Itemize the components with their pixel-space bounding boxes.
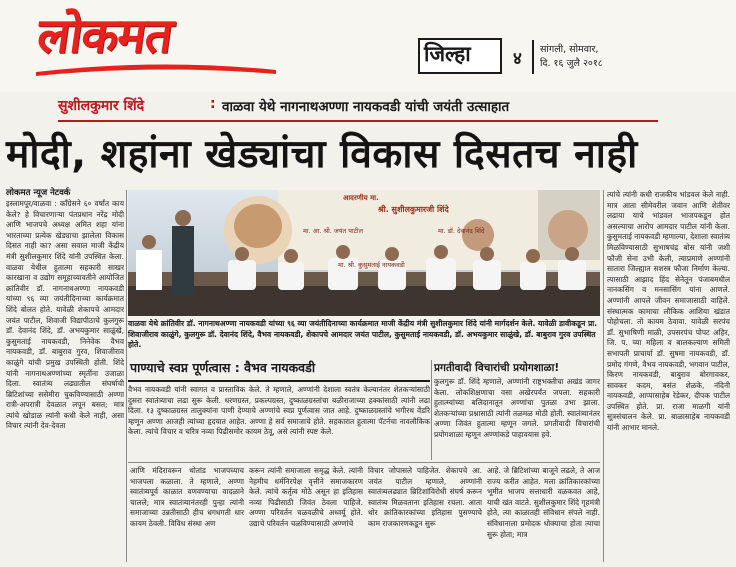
story-column-2a: आणि मंदिरावरून थोतांड भाजपच्याच भाजपला कळाला. ते म्हणाले, अण्णा स्वातंत्र्यपूर्व काळात वणवण्याचा वादळाने चालले; मात्र स्वातंत्र्यानंतरही पुन्हा त्यांनी समाजाच्या उन्नतीसाठी हीच धगधगती धार कायम ठेवली. विविध संस्था अण: [130, 466, 244, 528]
section-rule: [128, 462, 600, 463]
event-photo: [128, 190, 600, 316]
banner-guest-3: मा. श्री. कुसुमताई नायकवडी: [338, 261, 405, 269]
kicker-name: सुशीलकुमार शिंदे: [58, 98, 145, 114]
right-box-title: प्रगतीवादी विचारांची प्रयोगशाळा!: [434, 362, 560, 374]
side-box-title: पाण्याचे स्वप्न पूर्णत्वास : वैभव नायकवडी: [130, 360, 316, 375]
kicker-text: वाळवा येथे नागनाथअण्णा नायकवडी यांची जयंती उत्साहात: [222, 99, 510, 115]
story-column-3b: आहे. जे ब्रिटिशांच्या बाजूने लढले, ते आज राज्य करीत आहेत. मला क्रांतिकारकांच्या भूमीत भाजप सत्ताधारी वळकवत आहे, याची खंत वाटते. सुशीलकुमार शिंदे गृहमंत्री होते, त्या काळातही संविधान संपले नाही. संविधानाला प्रमोदक धोक्याचा होता त्याचा सुरू होता; मात्र: [487, 466, 600, 539]
story-column-2b: करून त्यांनी समाजाला समृद्ध केले. त्यांनी नेहमीच धर्मनिरपेक्ष वृत्तीने समाजकारण केले. त्यांचे कर्तृत्व मोठे असून हा इतिहास नव्या पिढीसाठी जिवंत ठेवला पाहिजे. अण्णा परिवर्तन चळवळीचे अध्वर्यू होते. उद्याचे परिवर्तन चळविण्यासाठी अण्णांचे: [249, 466, 363, 528]
stage-photo-icon: [128, 190, 600, 316]
byline: लोकमत न्यूज नेटवर्क: [6, 188, 71, 198]
kicker-rule: [58, 120, 658, 122]
photo-caption: वाळवा येथे क्रांतिवीर डॉ. नागनाथअण्णा नायकवडी यांच्या ९६ व्या जयंतीदिनाच्या कार्यक्रमात माजी केंद्रीय मंत्री सुशीलकुमार शिंदे यांनी मार्गदर्शन केले. यावेळी डावीकडून प्रा. शिवाजीराव काळुंगे, कुलगुरू डॉ. देवानंद शिंदे, वैभव नायकवडी, शेकापचे आमदार जयंत पाटील, कुसुमताई नायकवडी, डॉ. अभयकुमार साळुंखे, डॉ. बाबुराव गुरव उपस्थित होते.: [128, 319, 598, 349]
kicker-colon: :: [210, 96, 216, 112]
story-column-1: इस्लामपूर/वाळवा : काँग्रेसने ६० वर्षांत काय केले? हे विचारणाऱ्या पंतप्रधान नरेंद्र मोदी आणि भाजपचे अध्यक्ष अमित शहा यांना भारताच्या प्रत्येक खेड्याचा झालेला विकास दिसत नाही का? असा सवाल माजी केंद्रीय मंत्री सुशीलकुमार शिंदे यांनी उपस्थित केला. वाळवा येथील हुतात्मा सहकारी साखर कारखाना व उद्योग समूहाच्यावतीने आयोजित क्रांतिवीर डॉ. नागनाथअण्णा नायकवडी यांच्या ९६ व्या जयंतीदिनाच्या कार्यक्रमात शिंदे बोलत होते. यावेळी शेकापचे आमदार जयंत पाटील, शिवाजी विद्यापीठाचे कुलगुरू डॉ. देवानंद शिंदे, डॉ. अभयकुमार साळुंखे, कुसुमताई नायकवडी, निनेवेक वैभव नायकवडी, डॉ. बाबुराव गुरव, शिवाजीराव काळुंगे यांची प्रमुख उपस्थिती होती. शिंदे यांनी नागनाथअण्णांच्या स्मृतींना उजाळा दिला. स्वातंत्र्य लढ्यातील संघर्षाची ब्रिटिशांच्या ससेमीरा चुकविण्यासाठी अण्णा रात्री-अपरात्री देवळात लपून बसत; मात्र त्यांचे खोडाळ त्यांनी कधी केले नाही, असा विचार त्यांनी देव-देवता: [6, 199, 124, 431]
column-rule: [126, 190, 127, 562]
dateline-place: सांगली, सोमवार,: [540, 44, 599, 55]
right-box-body: कुलगुरू डॉ. शिंदे म्हणाले, अण्णांनी राष्ट्रभक्तीचा अखंड जागर केला. लोकशिक्षणाचा वसा अखेरपर्यंत जपला. सहकारी हुतात्म्यांच्या बलिदानातून अण्णांचा पुतळा उभा झाला. शेतकऱ्यांच्या प्रश्नासाठी त्यांनी तळमळ मोठी होती. स्वातंत्र्यानंतर अण्णा जिवंत हुतात्मा म्हणून जगले. प्रगतीवादी विचारांची प्रयोगशाळा म्हणून अण्णांकडे पाहावयास हवे.: [434, 377, 600, 439]
section-label: जिल्हा: [424, 42, 471, 66]
column-rule: [431, 360, 432, 460]
banner-guest-1: मा. आ. श्री. जयंत पाटील: [303, 227, 364, 235]
banner-title: आदरणीय मा.: [343, 194, 379, 202]
banner-guest-2: मा. डॉ. देवानंद शिंदे: [438, 227, 485, 235]
dateline-date: दि. १६ जुलै २०१८: [540, 58, 603, 69]
page-number: ४: [513, 49, 522, 69]
column-rule: [603, 190, 604, 562]
masthead-divider: [532, 40, 534, 74]
banner-name: श्री. सुशीलकुमारजी शिंदे: [378, 205, 449, 214]
story-column-right: त्यांचे त्यांनी कधी राजकीय भांडवल केले नाही. मात्र आता सीमेवरील जवान आणि शेतीवर लढाया याचे भांडवल भाजपकडून होत असल्याचा आरोप आमदार पाटील यांनी केला. कुसुमताई नायकवडी म्हणाल्या, देशाला स्वातंत्र्य मिळविण्यासाठी सुभाषचंद्र बोस यांनी जशी फौजी सेना उभी केली, त्याप्रमाणे अण्णांनी सातारा जिल्ह्यात सशस्त्र फौजा निर्माण केल्या. त्यासाठी आझाद हिंद सेनेतून पंजाबमधील नानकसिंग व मनसासिंग यांना आणले. अण्णांनी आपले जीवन समाजासाठी वाहिले. संस्थात्मक कामाचा लौकिक आशिया खंडात पोहोचला. तो कायम ठेवावा. यावेळी सरपंच डॉ. सुभाषिणी माळी, उपसरपंच पोपट अहिर, जि. प. च्या महिला व बालकल्याण समिती सभापती प्राचार्या डॉ. सुषमा नायकवडी, डॉ. प्रमोद गंगणे, वैभव नायकवडी, भगवान पाटील, किरण नायकवडी, बाबुराव बोरगावकर, सावकर कदम, बसंत शेळके, नंदिनी नायकवडी, आप्पासाहेब रेडेकर, दीपक पाटील उपस्थित होते. प्रा. राजा माळगी यांनी सूत्रसंचालन केले. प्रा. बाळासाहेब नायकवडी यांनी आभार मानले.: [607, 190, 730, 433]
headline: मोदी, शहांना खेड्यांचा विकास दिसतच नाही: [6, 132, 638, 177]
logo-swoosh-icon: [36, 60, 276, 78]
newspaper-logo: लोकमत: [33, 8, 176, 64]
side-box-body: वैभव नायकवडी यांनी स्वागत व प्रास्ताविक केले. ते म्हणाले, अण्णांनी देशाला स्वतंत्र केल्यानंतर शेतकऱ्यांसाठी दुसरा स्वातंत्र्याचा लढा सुरू केली. धरणग्रस्त, प्रकल्पग्रस्त, दुष्काळग्रस्तांचा बळीराजाच्या हक्कांसाठी त्यांनी लढा दिला. १३ दुष्काळग्रस्त तालुक्यांना पाणी देण्याचे अण्णांचे स्वप्न पूर्णत्वास जात आहे. दुष्काळग्रस्तांचे भगीरथ वेंडरि म्हणून अण्णा आजही त्यांच्या हृदयात आहेत. अण्णा हे सर्व समाजाचे होते. सहकारात हुतात्मा पॅटर्नचा नावलौकिक केला. त्यांचे विचार व चरित्र नव्या पिढीसमोर कायम ठेवू, असे त्यांनी स्पष्ट केले.: [128, 380, 430, 458]
story-column-3a: विचार जोपासले पाहिजेत. शेकापचे आ. जयंत पाटील म्हणाले, अण्णांनी स्वातंत्र्यलढ्यात ब्रिटिशांविरोधी संघर्ष करून स्वातंत्र्य मिळवताना इतिहास रचला. आता थोर क्रांतिकारकांच्या इतिहास पुसण्याचे काम राजकारणकडून सुरू: [368, 466, 482, 528]
